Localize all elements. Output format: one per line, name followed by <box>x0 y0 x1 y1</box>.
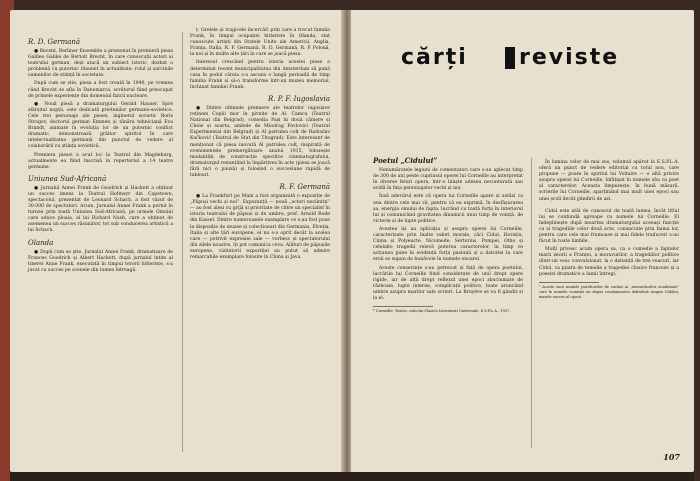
title-separator-block <box>505 47 515 69</box>
footnote: * Corneille, Teatru, colecția Clasicii Literaturii Universale, E.S.P.L.A., 1957. <box>373 309 511 314</box>
right-page <box>351 10 694 472</box>
article-title: Poetul „Cidului” <box>373 156 438 165</box>
title-word-reviste: reviste <box>519 45 620 70</box>
paragraph: ● După cum se știe, Jurnalul Annei Frank, dramatizare de Frances Goodrich și Albert Hackett, după jurnalul intim al tinerei Anne Frank, executată în timpul terorii hitleriste, s-a jucat cu succes pe scenele din lumea întreagă. <box>28 249 173 273</box>
left-column-1 <box>28 34 173 276</box>
left-column-2 <box>190 28 330 263</box>
section-heading: Uniunea Sud-Africană <box>28 174 107 183</box>
column-divider <box>182 32 183 452</box>
page-number: 107 <box>663 452 680 462</box>
right-column-2 <box>539 160 679 300</box>
paragraph: Însă adevărul este că opera lui Corneille apare și astăzi ca una dintre cele mai vii, pentru că ea exprimă, în desfășurarea sa, energia omului de fapta, lucrând cu toată forța în interiorul lui și comunicând gravitatea dinamicii unui timp de voință, de victorie și de lupte politice. <box>373 194 523 224</box>
paragraph: Aceste consecințe s-au petrecut și față de opera poetului, lucrările lui Corneille fiind considerate de unii drept opere rigide, iar de alții drept reflexul unei epoci zbuciumate de războaie, lupte interne, complicații politice, toate aruncând umbre asupra marilor sale scrieri. La Bruyère se va fi gândit și la el. <box>373 265 523 301</box>
paragraph: ● Jurnalul Annei Frank de Goodrich și Hackett a obținut un succes imens la Teatrul Hofmeyr din Capetown; spectacolul, prezentat de Leonard Schach, a fost văzut de 30.000 de spectatori. Acum, Jurnalul Annei Frank a pornit în turneu prin toată Uniunea Sud-Africană, pe urmele Omului care aduce ploaia, al lui Richard Nash, care a obținut de asemenea un succes răsunător, tot sub conducerea artistică a lui Schach. <box>28 185 173 234</box>
paragraph: Premiera piesei a avut loc la Teatrul din Magdeburg, actualmente ea fiind înscrisă în repertoriul a 14 teatre germane. <box>28 152 173 170</box>
footnote-rule <box>373 306 433 307</box>
footnote-rule <box>539 282 599 283</box>
left-page <box>10 10 343 472</box>
paragraph: Nenumăratele legiuni de comentatori care s-au aplecat timp de 300 de ani peste cuprinsul operei lui Corneille au interpretat în diverse feluri opera, într-o liniște adesea neconturată sau avidă în fața personajelor vechi și noi. <box>373 168 523 192</box>
paragraph: După cum se știe, piesa a fost creată în 1940, pe vremea când Brecht se afla în Danemarca, scriitorul fiind preocupat de primele experiențe din domeniul fizicii nucleare. <box>28 81 173 99</box>
paragraph: ● Recent, Berliner Ensemble a prezentat în premieră piesa Galileo Galilei de Bertolt Brecht, în care cunoscuții actori ai teatrului german, deși atacă un subiect istoric, dezbat o problemă cu puternic răsunet în actualitate: rolul și sarcinile oamenilor de știință în societate. <box>28 49 173 79</box>
column-divider <box>531 158 532 448</box>
paragraph: ● Nouă piesă a dramaturgului Gerald Hauser, Spre sfârșitul nopții, este dedicată prietenilor germano-sovietice. Cele trei personaje ale piesei, inginerul sovietic Boris Strogov, doctorul german Emmen și tânăra tehniciană Eva Brandt, animate în evoluția lor de un puternic conflict dramatic, demonstrează grăitor spiritul în care intelectualitatea germană din punctul de vedere al colaborării cu știința sovietică. <box>28 101 173 150</box>
section-heading: Olanda <box>28 238 54 247</box>
paragraph: Cidul este atât de cunoscut de toată lumea, încât titlul lui se confundă aproape cu numele lui Corneille. El îndeplinește după moartea dramaturgului aceeași funcție ca și tragediile celor două acte, consacrate prin faima lor, pentru care cele mai frumoase și mai fidele traduceri s-au făcut în toate limbile. <box>539 208 679 245</box>
paragraph: Interesul crescând pentru istoria acestei piese a determinat recent municipalitatea din Amsterdam să pună casa în podul căreia s-a ascuns o lungă perioadă de timp familia Frank și să-o transforme într-un muzeu memorial, închinat familiei Frank. <box>190 60 330 90</box>
paragraph: Acestea își au aplicația și asupra operei lui Corneille, caracterizate prin înalte valori morale, căci Cidul, Horațiu, Cinna și Polyeucte, Nicomede, Sertorius, Pompei, Otho și celelalte tragedii relevă puterea caracterelor, în timp ce acțiunea pune în evidență forța pasiunii și a datoriei la care eroii se supun de bunăvoie în numele onoarei. <box>373 226 523 263</box>
section-heading: R. D. Germană <box>28 38 81 46</box>
paragraph: ● Dintre ultimele premiere ale teatrelor iugoslave reținem Copiii mor în pivnițe de Al. Camcu (Teatrul Național din Belgrad), comedia Pași în două cămere și Cheie și soarta, ambele de Miodrag Pavlovici (Teatrul Experimental din Belgrad) și Al patrulea colț de Radoslav Kučković (Teatrul de Stat din Titograd). Este interesant de menționat că piesa inovată Al patrulea colț, inspirată de evenimentele premergătoare anului 1915, folosește modalități de construcție specifice cinematografului, dramaturgul renunțând la împărțirea în acte (piesa se joacă fără nici o pauză) și folosind o succesiune rapidă de tablouri. <box>190 105 330 178</box>
right-column-1 <box>373 158 523 314</box>
section-heading: R. P. F. Iugoslavia <box>267 94 330 103</box>
paragraph: În lumina celor de mai sus, volumul apărut la E.S.P.L.A. oferă un punct de vedere editorial cu totul nou, care propune — poate în spiritul lui Voltaire — o altă privire asupra operei lui Corneille, înfățișat în numele său ca poet al caracterelor. Aceasta limpezește, în bună măsură, scrierile lui Corneille, aparținând mai mult unei epoci sau unei școli decât gândirii de azi. <box>539 160 679 202</box>
paragraph: ț. Grelele și tragicele încercări prin care a trecut familia Frank, în timpul ocupației hitleriste în Olanda, stat cunoscute artiști din Statele Unite ale Americii, Anglia, Franța, Italia, R. F. Germană, R. D. Germană, R. P. Polonă, la noi și în multe alte țări în care se joacă piesa. <box>190 28 330 58</box>
section-title <box>401 43 689 73</box>
paragraph: ● La Frankfurt pe Main a fost organizată o expoziție de „Păpuși vechi și noi”. Expozanții — nouă „actori neclintiți” — au fost aleși cu grijă și prioritate de către un specialist în istoria teatrului de păpuși și de umbre, prof. Arnold Rode din Kassel. Dintre numeroasele exemplare ce s-au fost puse la dispoziție de muzee și colecționari din Germania, Elveția, Italia și alte țări europene, el nu s-a oprit decât la acelea care — potrivit expresiei sale — vorbesc și spectatorului din zilele noastre, iți pot comunica ceva. Alături de păpușile europene, vizitatorii expoziției au putut să admire remarcabile exemplare folosite în China și Java. <box>190 194 330 260</box>
title-word-carti: cărți <box>401 45 468 70</box>
section-heading: R. F. Germană <box>279 183 330 192</box>
paragraph: Mulți privesc acum opera sa, ca o comedie a faptelor marii istorii a Franței, a moravurilor, a tragediilor politice dintr-un veac convulsionat, la o distanță de trei veacuri, iar Cidul, ca piatra de temelie a tragediei clasice franceze și a poeziei dramatice a lumii întregi. <box>539 247 679 277</box>
footnote: ¹ Aceste sunt numele purtătorilor de cuvânt ai „nemuritorilor Academiei” care în numele comisiei au depus condamnarea definitivă asupra Cidului, marele succes al epocii. <box>539 284 679 299</box>
